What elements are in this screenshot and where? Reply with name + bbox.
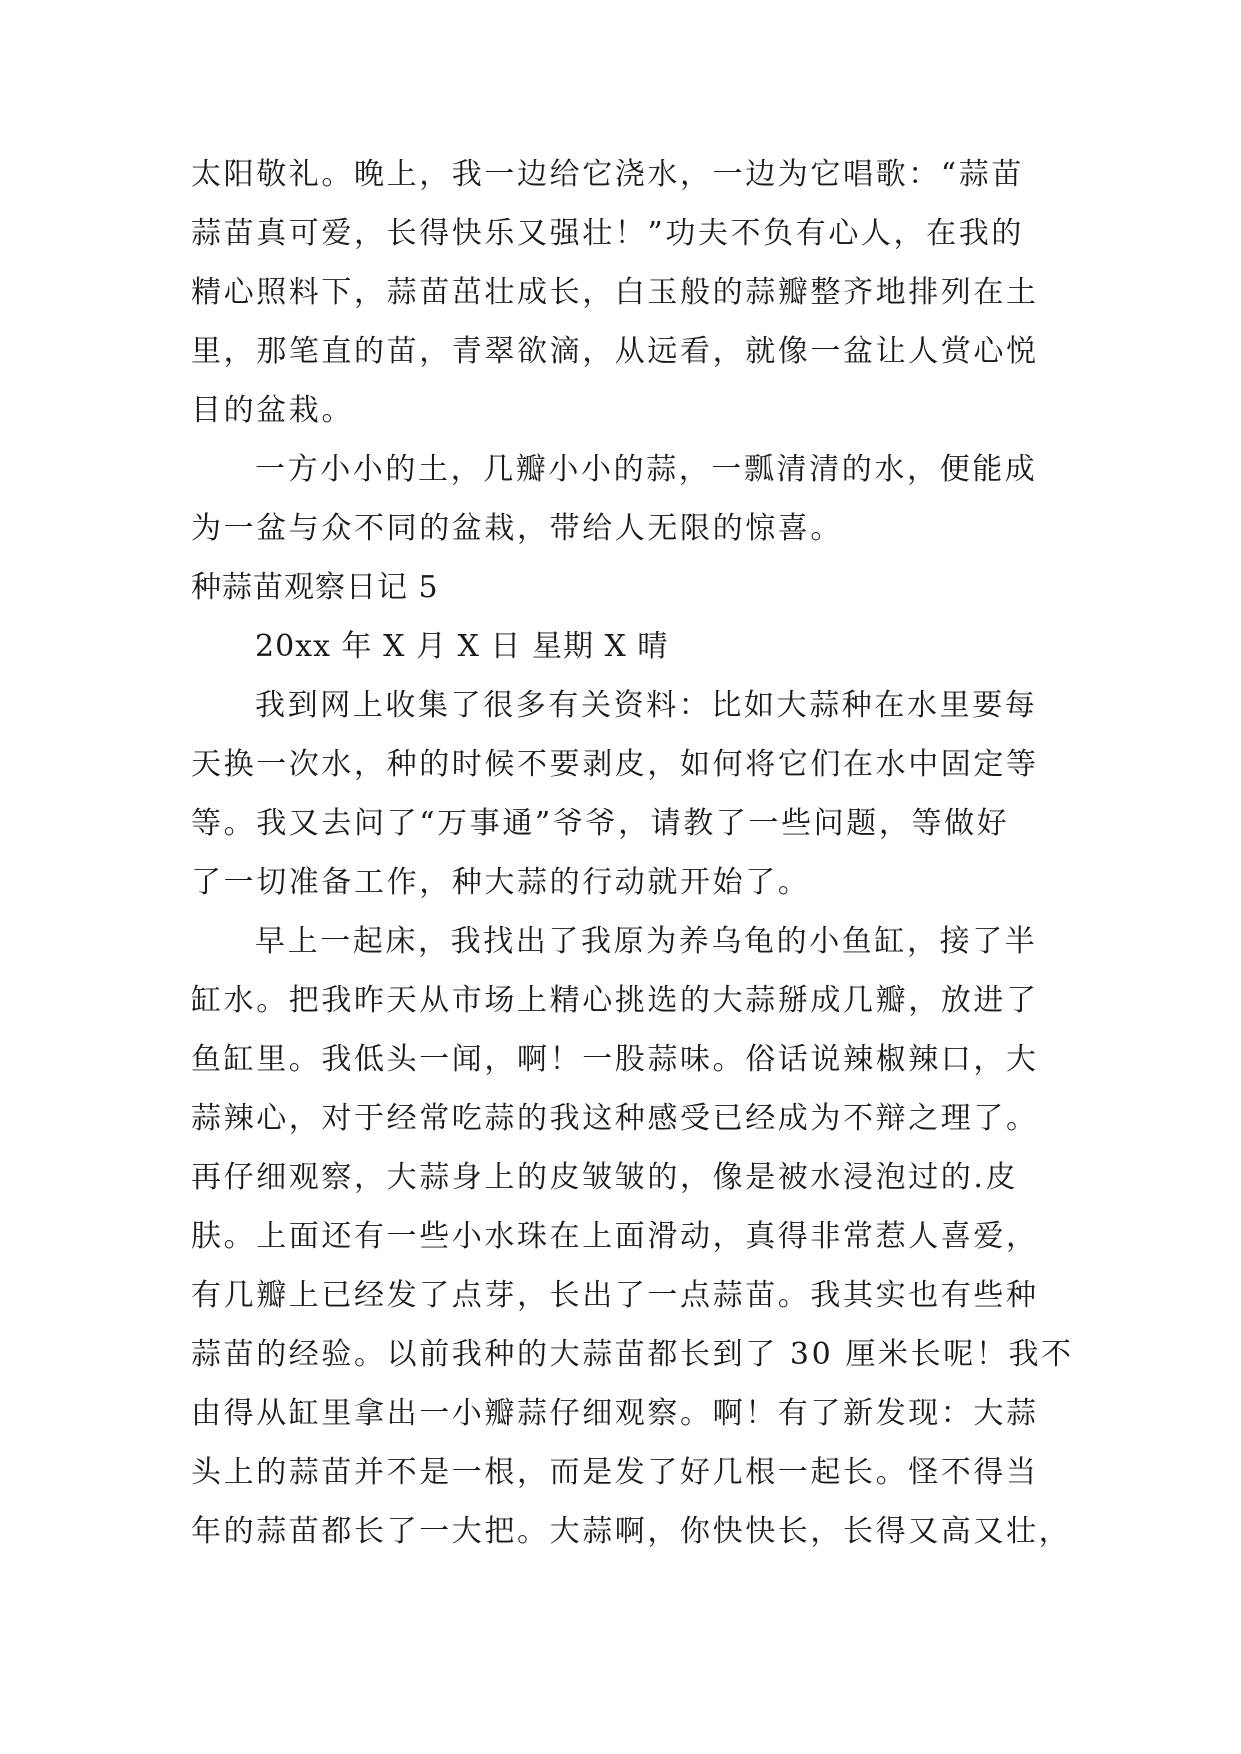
paragraph-line: 再仔细观察，大蒜身上的皮皱皱的，像是被水浸泡过的.皮 (191, 1160, 1019, 1195)
paragraph-line: 一方小小的土，几瓣小小的蒜，一瓢清清的水，便能成 (255, 452, 1038, 487)
paragraph-line: 有几瓣上已经发了点芽，长出了一点蒜苗。我其实也有些种 (191, 1278, 1039, 1313)
paragraph-line: 早上一起床，我找出了我原为养乌龟的小鱼缸，接了半 (255, 924, 1038, 959)
paragraph-line: 蒜苗的经验。以前我种的大蒜苗都长到了 30 厘米长呢！我不 (191, 1337, 1074, 1372)
document-body (191, 145, 1074, 1561)
paragraph-line: 了一切准备工作，种大蒜的行动就开始了。 (191, 865, 811, 900)
paragraph-line: 年的蒜苗都长了一大把。大蒜啊，你快快长，长得又高又壮， (191, 1514, 1072, 1549)
paragraph-line: 缸水。把我昨天从市场上精心挑选的大蒜掰成几瓣，放进了 (191, 983, 1039, 1018)
diary-date-line: 20xx 年 X 月 X 日 星期 X 晴 (255, 629, 669, 664)
paragraph-line: 天换一次水，种的时候不要剥皮，如何将它们在水中固定等 (191, 747, 1039, 782)
paragraph-line: 蒜辣心，对于经常吃蒜的我这种感受已经成为不辩之理了。 (191, 1101, 1039, 1136)
paragraph-line: 为一盆与众不同的盆栽，带给人无限的惊喜。 (191, 511, 843, 546)
paragraph-line: 里，那笔直的苗，青翠欲滴，从远看，就像一盆让人赏心悦 (191, 334, 1039, 369)
paragraph-line: 蒜苗真可爱，长得快乐又强壮！”功夫不负有心人，在我的 (191, 216, 1024, 251)
paragraph-line: 头上的蒜苗并不是一根，而是发了好几根一起长。怪不得当 (191, 1455, 1039, 1490)
paragraph-line: 由得从缸里拿出一小瓣蒜仔细观察。啊！有了新发现：大蒜 (191, 1396, 1039, 1431)
paragraph-line: 精心照料下，蒜苗茁壮成长，白玉般的蒜瓣整齐地排列在土 (191, 275, 1039, 310)
paragraph-line: 目的盆栽。 (191, 393, 354, 428)
section-title: 种蒜苗观察日记 5 (191, 570, 439, 605)
paragraph-line: 太阳敬礼。晚上，我一边给它浇水，一边为它唱歌：“蒜苗 (191, 157, 1024, 192)
paragraph-line: 等。我又去问了“万事通”爷爷，请教了一些问题，等做好 (191, 806, 1010, 841)
paragraph-line: 我到网上收集了很多有关资料：比如大蒜种在水里要每 (255, 688, 1038, 723)
paragraph-line: 鱼缸里。我低头一闻，啊！一股蒜味。俗话说辣椒辣口，大 (191, 1042, 1039, 1077)
paragraph-line: 肤。上面还有一些小水珠在上面滑动，真得非常惹人喜爱， (191, 1219, 1039, 1254)
